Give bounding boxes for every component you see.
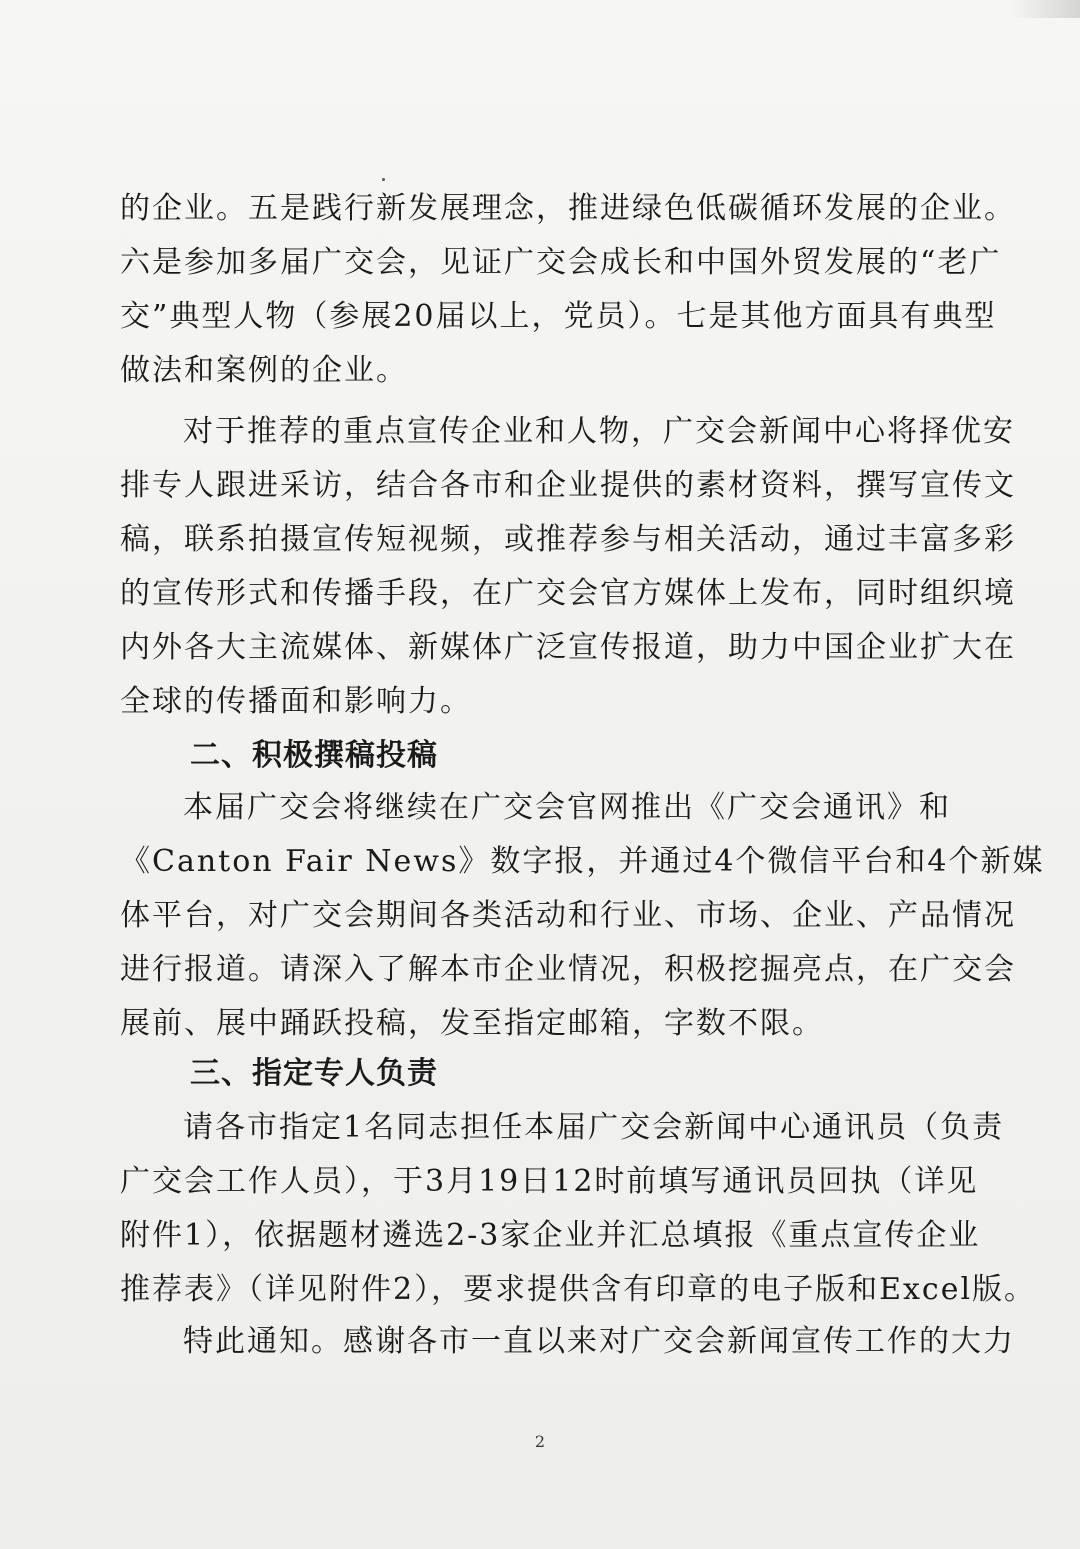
body-line-15: 进行报道。请深入了解本市企业情况，积极挖掘亮点，在广交会 bbox=[120, 952, 1016, 987]
page-number: 2 bbox=[534, 1432, 546, 1451]
body-line-18: 请各市指定1名同志担任本届广交会新闻中心通讯员（负责 bbox=[183, 1110, 1005, 1145]
body-line-12: 本届广交会将继续在广交会官网推出《广交会通讯》和 bbox=[183, 790, 951, 825]
scan-corner-shadow bbox=[1010, 0, 1080, 18]
body-line-6: 排专人跟进采访，结合各市和企业提供的素材资料，撰写宣传文 bbox=[120, 468, 1016, 503]
body-line-19: 广交会工作人员），于3月19日12时前填写通讯员回执（详见 bbox=[120, 1164, 979, 1199]
section-heading-2: 二、积极撰稿投稿 bbox=[190, 738, 438, 773]
section-heading-3: 三、指定专人负责 bbox=[190, 1056, 438, 1091]
body-line-1: 的企业。五是践行新发展理念，推进绿色低碳循环发展的企业。 bbox=[120, 191, 1016, 226]
body-line-5: 对于推荐的重点宣传企业和人物，广交会新闻中心将择优安 bbox=[183, 414, 1015, 449]
body-line-22: 特此通知。感谢各市一直以来对广交会新闻宣传工作的大力 bbox=[183, 1324, 1015, 1359]
body-line-20: 附件1），依据题材遴选2-3家企业并汇总填报《重点宣传企业 bbox=[120, 1218, 981, 1253]
body-line-13: 《Canton Fair News》数字报，并通过4个微信平台和4个新媒 bbox=[120, 844, 1045, 879]
body-line-21: 推荐表》（详见附件2），要求提供含有印章的电子版和Excel版。 bbox=[120, 1272, 1037, 1307]
body-line-10: 全球的传播面和影响力。 bbox=[120, 684, 472, 719]
body-line-16: 展前、展中踊跃投稿，发至指定邮箱，字数不限。 bbox=[120, 1006, 824, 1041]
body-line-9: 内外各大主流媒体、新媒体广泛宣传报道，助力中国企业扩大在 bbox=[120, 630, 1016, 665]
body-line-2: 六是参加多届广交会，见证广交会成长和中国外贸发展的“老广 bbox=[120, 245, 1002, 280]
body-line-8: 的宣传形式和传播手段，在广交会官方媒体上发布，同时组织境 bbox=[120, 576, 1016, 611]
body-line-14: 体平台，对广交会期间各类活动和行业、市场、企业、产品情况 bbox=[120, 898, 1016, 933]
body-line-4: 做法和案例的企业。 bbox=[120, 353, 408, 388]
body-line-3: 交”典型人物（参展20届以上，党员）。七是其他方面具有典型 bbox=[120, 299, 997, 334]
scan-artifact-dot bbox=[382, 178, 385, 181]
body-line-7: 稿，联系拍摄宣传短视频，或推荐参与相关活动，通过丰富多彩 bbox=[120, 522, 1016, 557]
